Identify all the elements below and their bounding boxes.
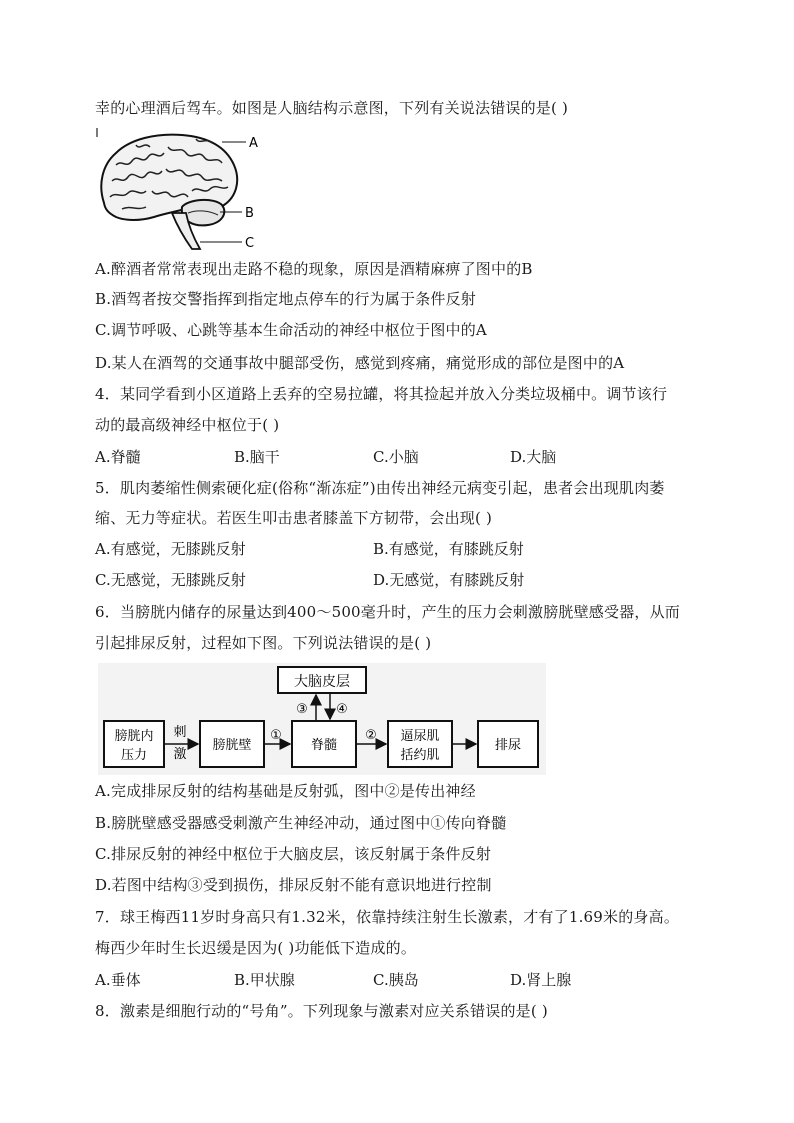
svg-text:刺: 刺 — [173, 725, 187, 740]
q3-option-c: C.调节呼吸、心跳等基本生命活动的神经中枢位于图中的A — [95, 321, 487, 339]
brain-structure-figure — [96, 125, 266, 253]
question-5-stem: 5．肌肉萎缩性侧索硬化症(俗称“渐冻症”)由传出神经元病变引起，患者会出现肌肉萎 — [95, 479, 665, 497]
question-6-stem-cont: 引起排尿反射，过程如下图。下列说法错误的是( ) — [95, 634, 432, 652]
q7-option-d: D.肾上腺 — [510, 971, 572, 989]
svg-text:逼尿肌: 逼尿肌 — [400, 729, 440, 744]
svg-text:括约肌: 括约肌 — [400, 748, 440, 763]
q5-option-a: A.有感觉，无膝跳反射 — [95, 540, 246, 558]
question-8-stem: 8．激素是细胞行动的“号角”。下列现象与激素对应关系错误的是( ) — [95, 1002, 548, 1020]
cortex-label: 大脑皮层 — [294, 674, 350, 690]
q4-option-a: A.脊髓 — [95, 448, 141, 466]
q3-option-d: D.某人在酒驾的交通事故中腿部受伤，感觉到疼痛，痛觉形成的部位是图中的A — [95, 354, 625, 372]
q5-option-c: C.无感觉，无膝跳反射 — [95, 571, 246, 589]
brain-diagram — [96, 125, 266, 253]
q6-option-a: A.完成排尿反射的结构基础是反射弧，图中②是传出神经 — [95, 782, 476, 800]
q7-option-a: A.垂体 — [95, 971, 141, 989]
svg-text:压力: 压力 — [120, 748, 148, 763]
svg-text:排尿: 排尿 — [494, 738, 522, 753]
question-7-stem-cont: 梅西少年时生长迟缓是因为( )功能低下造成的。 — [95, 939, 417, 957]
q4-option-d: D.大脑 — [510, 448, 557, 466]
q6-option-b: B.膀胱壁感受器感受刺激产生神经冲动，通过图中①传向脊髓 — [95, 814, 507, 832]
svg-text:脊髓: 脊髓 — [310, 738, 338, 753]
q4-option-b: B.脑干 — [234, 448, 280, 466]
label-b: B — [245, 206, 254, 221]
svg-text:膀胱内: 膀胱内 — [114, 729, 154, 744]
q4-option-c: C.小脑 — [373, 448, 419, 466]
q3-option-b: B.酒驾者按交警指挥到指定地点停车的行为属于条件反射 — [95, 290, 476, 308]
q7-option-b: B.甲状腺 — [234, 971, 295, 989]
svg-text:③: ③ — [296, 702, 308, 717]
q6-option-d: D.若图中结构③受到损伤，排尿反射不能有意识地进行控制 — [95, 876, 492, 894]
question-7-stem: 7．球王梅西11岁时身高只有1.32米，依靠持续注射生长激素，才有了1.69米的身高。 — [95, 908, 680, 926]
question-5-stem-cont: 缩、无力等症状。若医生叩击患者膝盖下方韧带，会出现( ) — [95, 509, 493, 527]
svg-text:②: ② — [365, 728, 377, 743]
q5-option-b: B.有感觉，有膝跳反射 — [373, 540, 524, 558]
q5-option-d: D.无感觉，有膝跳反射 — [373, 571, 525, 589]
svg-text:膀胱壁: 膀胱壁 — [212, 738, 252, 753]
q7-option-c: C.胰岛 — [373, 971, 419, 989]
label-a: A — [249, 136, 258, 151]
urination-reflex-diagram — [98, 663, 546, 775]
question-3-stem-tail: 幸的心理酒后驾车。如图是人脑结构示意图，下列有关说法错误的是( ) — [95, 99, 569, 117]
svg-text:①: ① — [270, 728, 282, 743]
svg-text:激: 激 — [173, 747, 187, 762]
label-c: C — [245, 236, 255, 251]
q6-option-c: C.排尿反射的神经中枢位于大脑皮层，该反射属于条件反射 — [95, 845, 492, 863]
q3-option-a: A.醉酒者常常表现出走路不稳的现象，原因是酒精麻痹了图中的B — [95, 260, 533, 278]
svg-text:④: ④ — [336, 702, 348, 717]
question-4-stem: 4．某同学看到小区道路上丢弃的空易拉罐，将其捡起并放入分类垃圾桶中。调节该行 — [95, 385, 668, 403]
question-4-stem-cont: 动的最高级神经中枢位于( ) — [95, 416, 280, 434]
question-6-stem: 6．当膀胱内储存的尿量达到400～500毫升时，产生的压力会刺激膀胱壁感受器，从而 — [95, 603, 681, 621]
